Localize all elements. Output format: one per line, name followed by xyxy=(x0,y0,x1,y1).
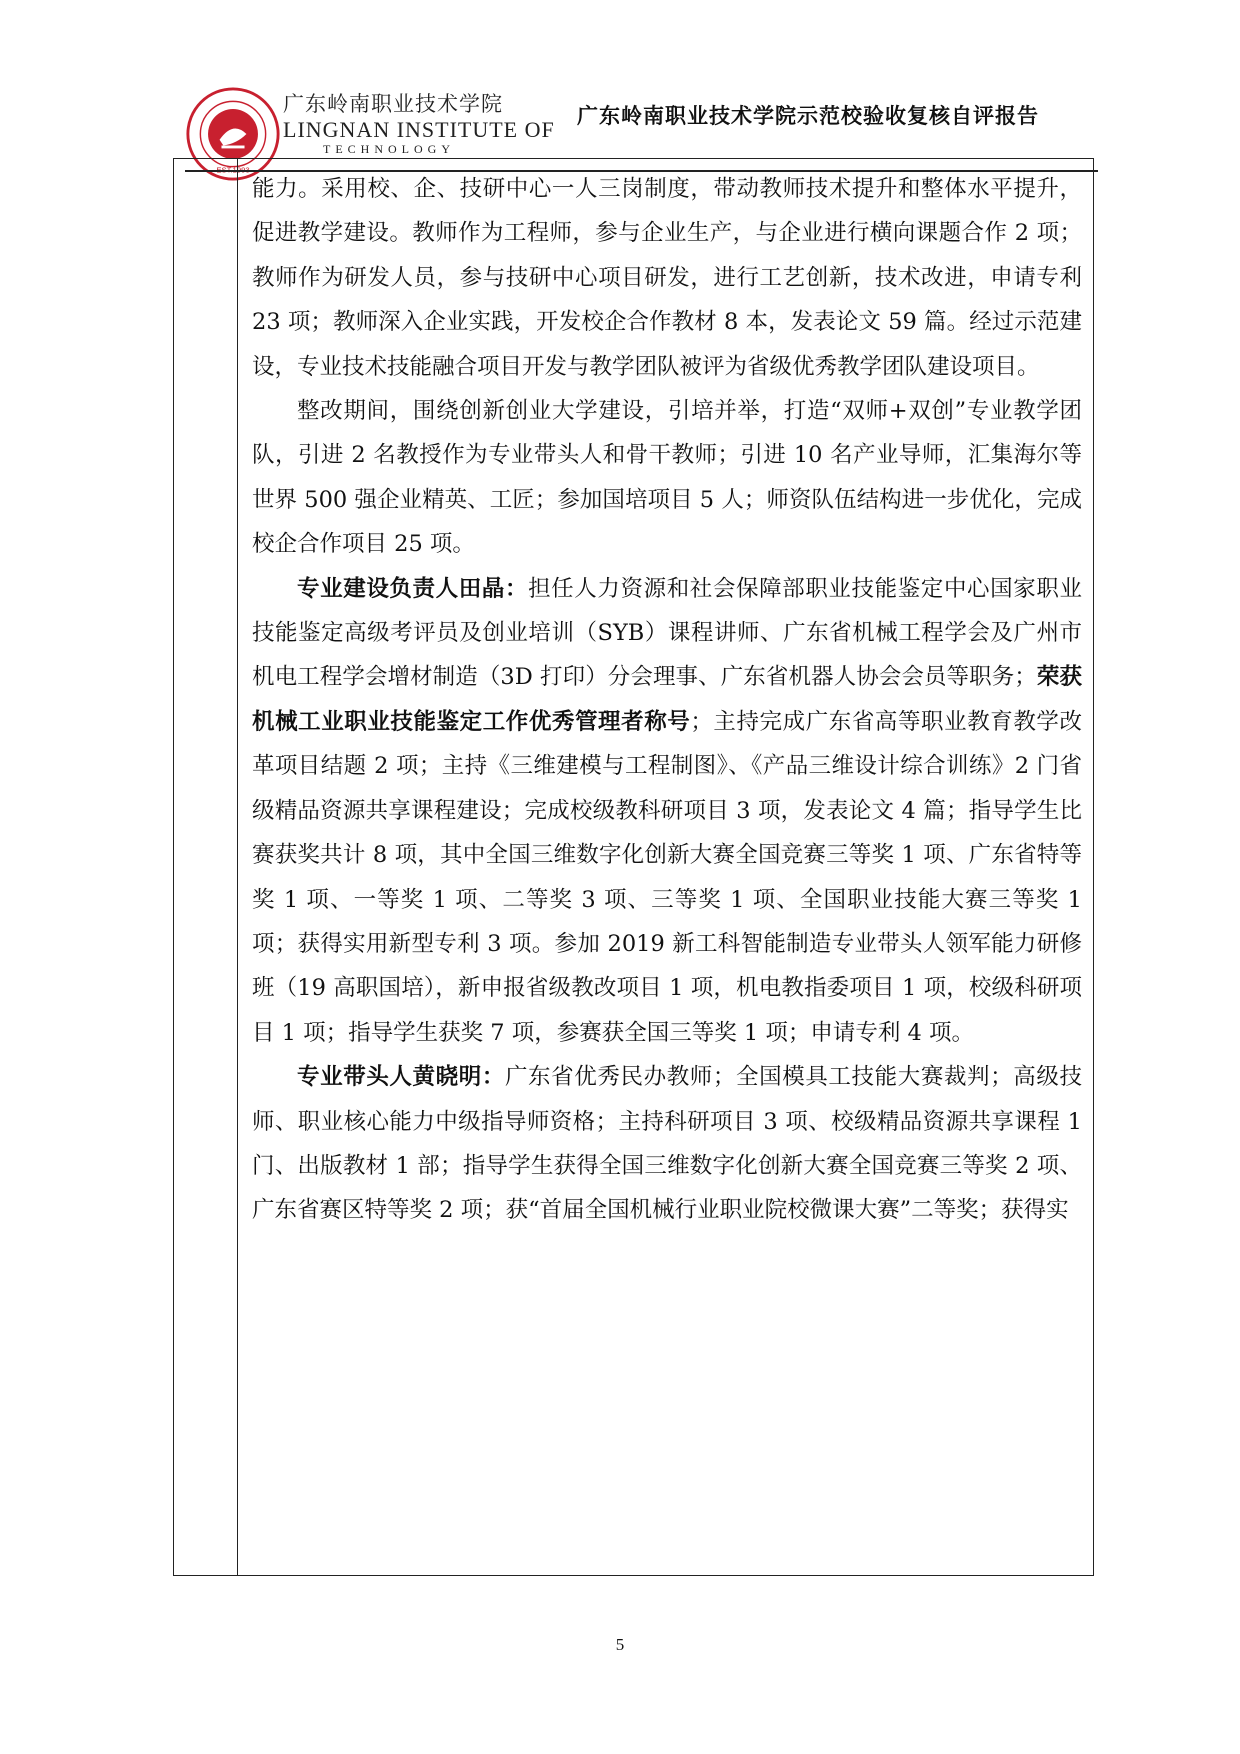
paragraph-rectification: 整改期间，围绕创新创业大学建设，引培并举，打造“双师+双创”专业教学团队，引进 2 名教授作为专业带头人和骨干教师；引进 10 名产业导师，汇集海尔等世界 500 强企业精英、工匠；参加国培项目 5 人；师资队伍结构进一步优化，完成校企合作项目 25 项。 xyxy=(252,398,1082,558)
text-tian-jing-2: ；主持完成广东省高等职业教育教学改革项目结题 2 项；主持《三维建模与工程制图》、《产品三维设计综合训练》2 门省级精品资源共享课程建设；完成校级教科研项目 3 项，发表论文 4 篇；指导学生比赛获奖共计 8 项，其中全国三维数字化创新大赛全国竞赛三等奖 1 项、广东省特等奖 1 项、一等奖 1 项、二等奖 3 项、三等奖 1 项、全国职业技能大赛三等奖 1 项；获得实用新型专利 3 项。参加 2019 新工科智能制造专业带头人领军能力研修班（19 高职国培），新申报省级教改项目 1 项，机电教指委项目 1 项，校级科研项目 1 项；指导学生获奖 7 项，参赛获全国三等奖 1 项；申请专利 4 项。 xyxy=(252,708,1082,1046)
brand-name-en-sub: TECHNOLOGY xyxy=(323,142,455,156)
text-tian-jing-1: 担任人力资源和社会保障部职业技能鉴定中心国家职业技能鉴定高级考评员及创业培训（SYB）课程讲师、广东省机械工程学会及广州市机电工程学会增材制造（3D 打印）分会理事、广东省机器人协会会员等职务； xyxy=(252,575,1082,691)
page-number: 5 xyxy=(615,1635,625,1654)
column-divider xyxy=(237,159,238,1575)
lead-huang-xiaoming: 专业带头人黄晓明： xyxy=(297,1064,505,1091)
content-table xyxy=(173,158,1094,1576)
paragraph-huang-xiaoming xyxy=(252,1055,1082,1233)
lead-tian-jing: 专业建设负责人田晶： xyxy=(297,575,529,602)
award-tian-jing: 荣获机械工业职业技能鉴定工作优秀管理者称号 xyxy=(252,664,1082,735)
content-cell xyxy=(252,167,1082,1233)
text-huang-xiaoming: 广东省优秀民办教师；全国模具工技能大赛裁判；高级技师、职业核心能力中级指导师资格；主持科研项目 3 项、校级精品资源共享课程 1 门、出版教材 1 部；指导学生获得全国三维数字化创新大赛全国竞赛三等奖 2 项、广东省赛区特等奖 2 项；获“首届全国机械行业职业院校微课大赛”二等奖；获得实 xyxy=(252,1064,1082,1224)
brand-name-cn: 广东岭南职业技术学院 xyxy=(283,92,503,116)
page-header xyxy=(185,58,1085,175)
svg-text:EST.1993: EST.1993 xyxy=(216,165,250,175)
report-title: 广东岭南职业技术学院示范校验收复核自评报告 xyxy=(577,104,1039,128)
brand-name-en: LINGNAN INSTITUTE OF xyxy=(283,117,555,142)
paragraph-tian-jing xyxy=(252,567,1082,1055)
brand-block xyxy=(283,88,555,157)
paragraph-continuation: 能力。采用校、企、技研中心一人三岗制度，带动教师技术提升和整体水平提升，促进教学建设。教师作为工程师，参与企业生产，与企业进行横向课题合作 2 项；教师作为研发人员，参与技研中心项目研发，进行工艺创新，技术改进，申请专利 23 项；教师深入企业实践，开发校企合作教材 8 本，发表论文 59 篇。经过示范建设，专业技术技能融合项目开发与教学团队被评为省级优秀教学团队建设项目。 xyxy=(252,176,1082,380)
